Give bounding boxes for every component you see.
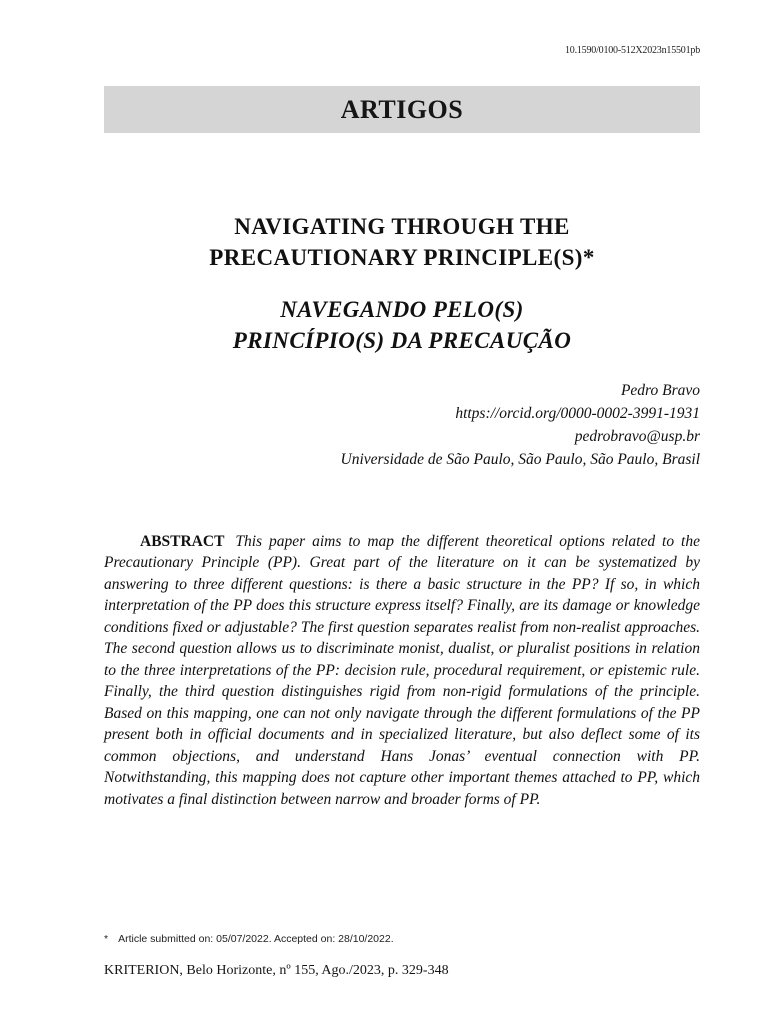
author-info: [341, 379, 700, 471]
footnote-marker: *: [104, 933, 109, 945]
author-orcid-link[interactable]: https://orcid.org/0000-0002-3991-1931: [455, 405, 700, 422]
portuguese-title: [104, 294, 700, 356]
section-banner: [104, 86, 700, 133]
journal-citation: KRITERION, Belo Horizonte, nº 155, Ago./2023, p. 329-348: [104, 963, 449, 978]
portuguese-title-line-2: PRINCÍPIO(S) DA PRECAUÇÃO: [232, 328, 572, 353]
english-title-line-2: PRECAUTIONARY PRINCIPLE(S)*: [209, 245, 595, 270]
author-name: Pedro Bravo: [620, 382, 700, 399]
footnote: [104, 933, 394, 945]
footnote-text: Article submitted on: 05/07/2022. Accepted on: 28/10/2022.: [118, 933, 394, 945]
english-title-line-1: NAVIGATING THROUGH THE: [234, 214, 570, 239]
english-title: [104, 211, 700, 273]
section-title: ARTIGOS: [340, 94, 464, 124]
abstract-text: This paper aims to map the different theoretical options related to the Precautionary Principle (PP). Great part of the literature on it can be systematized by answering to three different questions: is there a basic structure in the PP? If so, in which interpretation of the PP does this structure express itself? Finally, are its damage or knowledge conditions fixed or adjustable? The first question separates realist from non-realist approaches. The second question allows us to discriminate monist, dualist, or pluralist positions in relation to the three interpretations of the PP: decision rule, procedural requirement, or epistemic rule. Finally, the third question distinguishes rigid from non-rigid formulations of the principle. Based on this mapping, one can not only navigate through the different formulations of the PP present both in official documents and in specialized literature, but also deflect some of its common objections, and understand Hans Jonas’ eventual connection with PP. Notwithstanding, this mapping does not capture other important themes attached to PP, which motivates a final distinction between narrow and broader forms of PP.: [104, 532, 700, 808]
abstract-label: ABSTRACT: [140, 532, 225, 550]
doi-identifier: 10.1590/0100-512X2023n15501pb: [564, 45, 700, 56]
author-affiliation: Universidade de São Paulo, São Paulo, São Paulo, Brasil: [340, 451, 700, 468]
abstract-paragraph: [104, 531, 700, 811]
author-email-link[interactable]: pedrobravo@usp.br: [574, 428, 700, 445]
portuguese-title-line-1: NAVEGANDO PELO(S): [280, 297, 524, 322]
